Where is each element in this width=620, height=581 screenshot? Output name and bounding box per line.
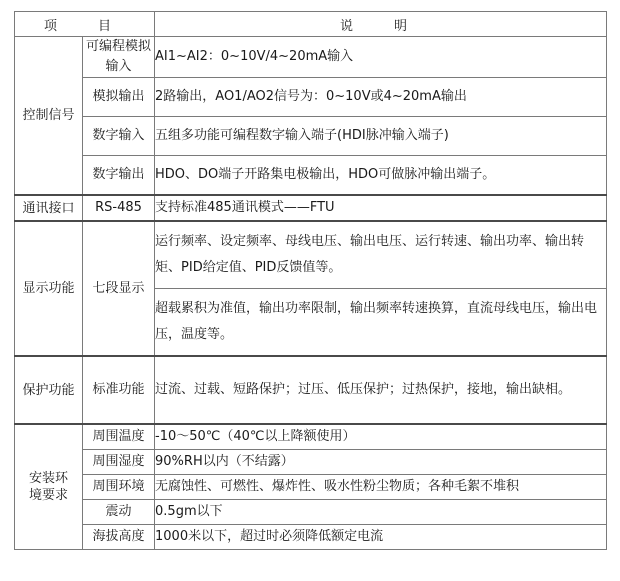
desc-ambient-temperature: -10～50℃（40℃以上降额使用） xyxy=(155,424,607,450)
sub-rs485: RS-485 xyxy=(83,195,155,221)
desc-display-1: 运行频率、设定频率、母线电压、输出电压、运行转速、输出功率、输出转矩、PID给定值、PID反馈值等。 xyxy=(155,221,607,289)
sub-altitude: 海拔高度 xyxy=(83,525,155,550)
category-protection: 保护功能 xyxy=(15,356,83,424)
desc-ambient-humidity: 90%RH以内（不结露） xyxy=(155,450,607,475)
desc-digital-output: HDO、DO端子开路集电极输出，HDO可做脉冲输出端子。 xyxy=(155,156,607,196)
desc-protection: 过流、过载、短路保护；过压、低压保护；过热保护，接地，输出缺相。 xyxy=(155,356,607,424)
desc-analog-output: 2路输出，AO1/AO2信号为：0~10V或4~20mA输出 xyxy=(155,78,607,117)
sub-ambient-humidity: 周围湿度 xyxy=(83,450,155,475)
sub-standard-function: 标准功能 xyxy=(83,356,155,424)
desc-digital-input: 五组多功能可编程数字输入端子(HDI脉冲输入端子) xyxy=(155,117,607,156)
desc-altitude: 1000米以下，超过时必须降低额定电流 xyxy=(155,525,607,550)
desc-ambient-environment: 无腐蚀性、可燃性、爆炸性、吸水性粉尘物质；各种毛絮不堆积 xyxy=(155,475,607,500)
sub-digital-output: 数字输出 xyxy=(83,156,155,196)
category-display: 显示功能 xyxy=(15,221,83,356)
desc-vibration: 0.5gm以下 xyxy=(155,500,607,525)
header-description: 说 明 xyxy=(155,12,607,37)
sub-digital-input: 数字输入 xyxy=(83,117,155,156)
desc-display-2: 超载累积为准值，输出功率限制，输出频率转速换算，直流母线电压，输出电压，温度等。 xyxy=(155,289,607,357)
sub-prog-analog-input: 可编程模拟输入 xyxy=(83,37,155,78)
category-communication: 通讯接口 xyxy=(15,195,83,221)
sub-ambient-temperature: 周围温度 xyxy=(83,424,155,450)
category-installation-environment: 安装环境要求 xyxy=(15,424,83,550)
header-item: 项 目 xyxy=(15,12,155,37)
desc-rs485: 支持标准485通讯模式——FTU xyxy=(155,195,607,221)
sub-analog-output: 模拟输出 xyxy=(83,78,155,117)
sub-vibration: 震动 xyxy=(83,500,155,525)
desc-prog-analog-input: AI1~AI2：0~10V/4~20mA输入 xyxy=(155,37,607,78)
spec-table xyxy=(14,11,607,550)
sub-ambient-environment: 周围环境 xyxy=(83,475,155,500)
sub-seven-segment: 七段显示 xyxy=(83,221,155,356)
category-control-signal: 控制信号 xyxy=(15,37,83,196)
